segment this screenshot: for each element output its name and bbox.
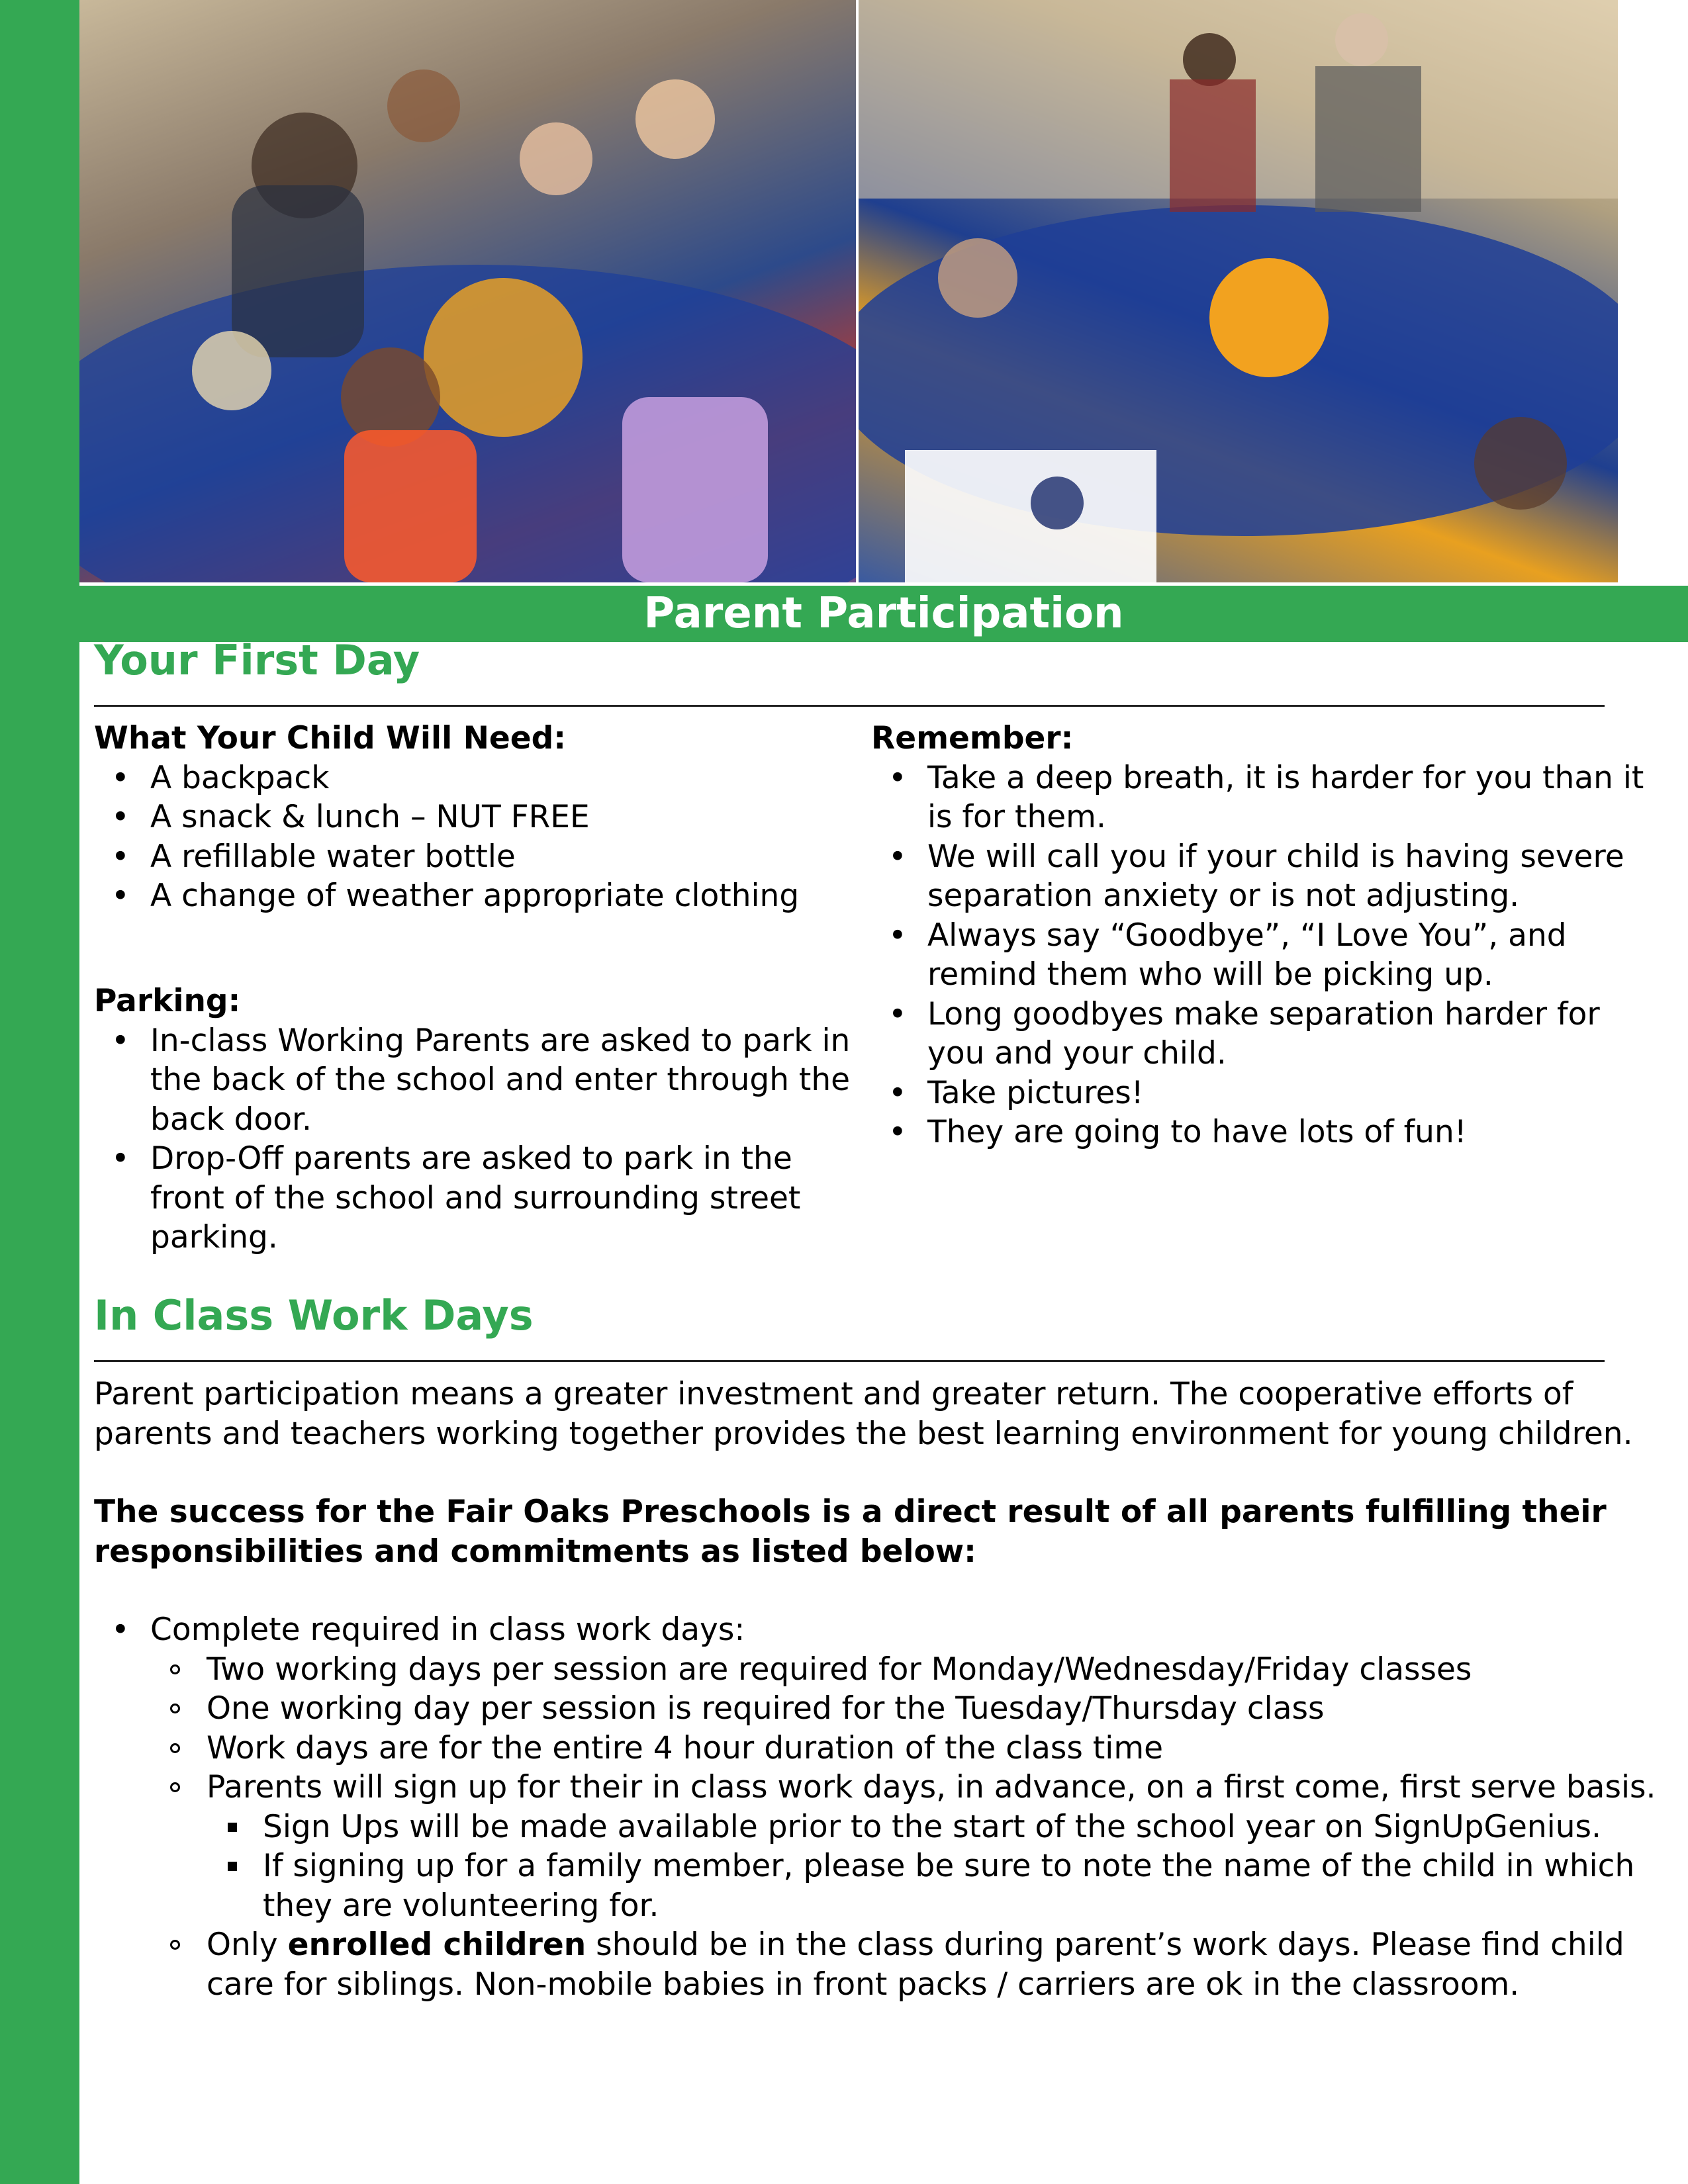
remember-block [871,719,1665,1152]
list-item-text: Complete required in class work days: [150,1612,745,1648]
list-item: • Always say “Goodbye”, “I Love You”, and remind them who will be picking up. [871,916,1665,995]
list-item: • A snack & lunch – NUT FREE [94,797,862,837]
section-first-day [94,636,1610,684]
list-item [150,1768,1676,1925]
list-item: One working day per session is required for the Tuesday/Thursday class [150,1689,1676,1729]
left-accent-bar [0,0,79,2184]
parking-list [94,1021,862,1257]
list-item: If signing up for a family member, please be sure to note the name of the child in which they are volunteering for. [207,1846,1676,1925]
work-days-body [94,1375,1676,2004]
page-title-banner [79,586,1688,642]
list-item: • Drop-Off parents are asked to park in the front of the school and surrounding street parking. [94,1139,862,1257]
list-item [94,1610,1676,2004]
list-item [150,1925,1676,2004]
photo-classroom-rug [79,0,856,582]
need-block [94,719,862,916]
list-item: • Long goodbyes make separation harder for you and your child. [871,995,1665,1073]
list-item-text-pre: Only [207,1927,288,1963]
list-item-text-post: should be in the class during parent’s work days. Please find child care for siblings. Non-mobile babies in front packs / carriers are ok in the classroom. [207,1927,1624,2003]
list-item: • Take a deep breath, it is harder for you than it is for them. [871,758,1665,837]
list-item: Two working days per session are required for Monday/Wednesday/Friday classes [150,1650,1676,1690]
work-days-sublist [150,1650,1676,2005]
work-days-bold-statement: The success for the Fair Oaks Preschools is a direct result of all parents fulfilling their responsibilities and commitments as listed below: [94,1494,1607,1570]
work-days-list [94,1610,1676,2004]
list-item-text: Parents will sign up for their in class work days, in advance, on a first come, first serve basis. [207,1769,1656,1805]
section-rule [94,1360,1605,1362]
list-item: • A change of weather appropriate clothing [94,876,862,916]
list-item: Work days are for the entire 4 hour duration of the class time [150,1729,1676,1768]
list-item: Sign Ups will be made available prior to the start of the school year on SignUpGenius. [207,1807,1676,1847]
work-days-subsublist [207,1807,1676,1926]
page-title: Parent Participation [643,589,1124,638]
list-item: • In-class Working Parents are asked to park in the back of the school and enter through the back door. [94,1021,862,1140]
need-label: What Your Child Will Need: [94,720,567,756]
parking-block [94,981,862,1257]
parking-label: Parking: [94,983,241,1019]
list-item: • We will call you if your child is having severe separation anxiety or is not adjusting. [871,837,1665,916]
section-heading-first-day: Your First Day [94,636,420,684]
section-heading-work-days: In Class Work Days [94,1291,534,1340]
list-item: • A refillable water bottle [94,837,862,877]
list-item: • They are going to have lots of fun! [871,1113,1665,1152]
list-item: • Take pictures! [871,1073,1665,1113]
photo-music-circle [859,0,1618,582]
section-rule [94,705,1605,707]
need-list [94,758,862,916]
list-item-text-bold: enrolled children [287,1927,586,1963]
remember-label: Remember: [871,720,1074,756]
list-item: • A backpack [94,758,862,798]
work-days-intro: Parent participation means a greater investment and greater return. The cooperative efforts of parents and teachers working together provides the best learning environment for young children. [94,1376,1633,1452]
section-work-days [94,1291,1610,1340]
remember-list [871,758,1665,1152]
